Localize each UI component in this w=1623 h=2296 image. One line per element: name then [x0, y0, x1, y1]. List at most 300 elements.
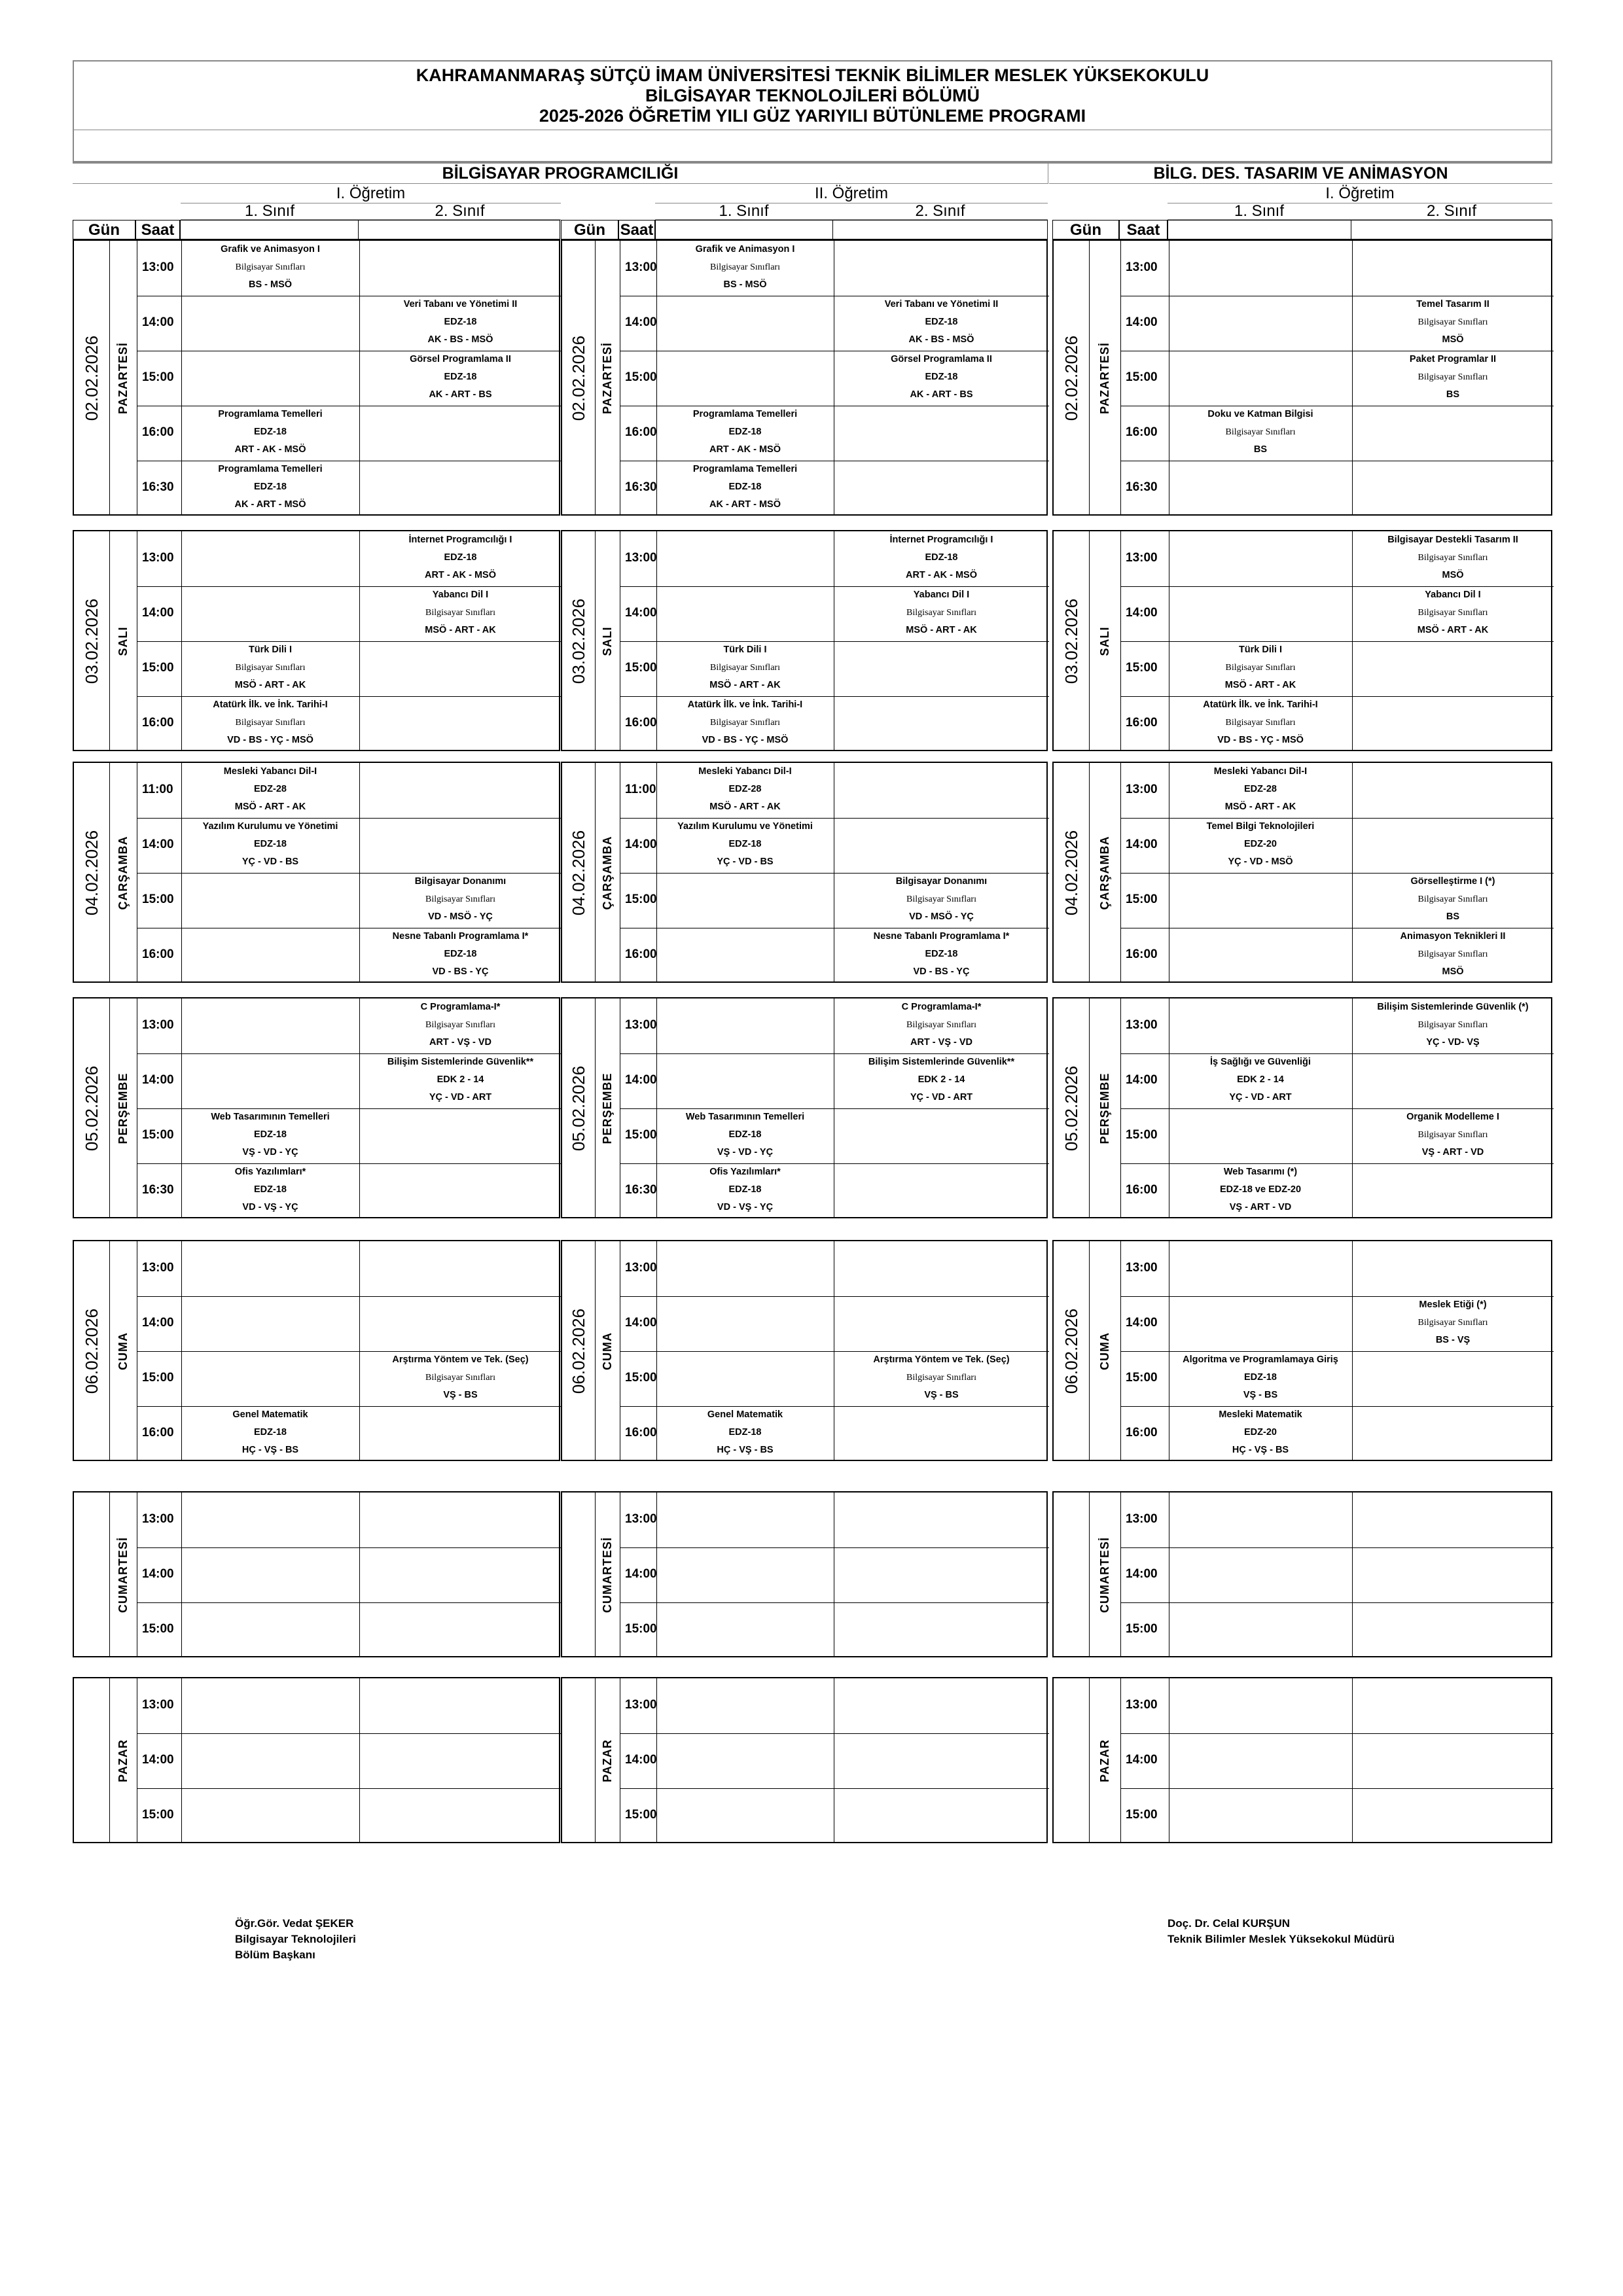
- course-cell: [1169, 1406, 1352, 1461]
- course-cell: [1352, 296, 1554, 351]
- course-name: Yabancı Dil I: [1425, 590, 1481, 600]
- time-slot: 16:00: [142, 1426, 174, 1439]
- column-divider: [109, 1492, 110, 1656]
- course-cell: [359, 928, 562, 983]
- course-cell: [834, 1053, 1049, 1108]
- course-room: Bilgisayar Sınıfları: [710, 718, 780, 728]
- course-cell: [656, 1406, 834, 1461]
- course-name: Yabancı Dil I: [432, 590, 489, 600]
- col-header-gun: Gün: [561, 220, 618, 239]
- signature-name: Öğr.Gör. Vedat ŞEKER: [235, 1917, 354, 1930]
- course-room: EDZ-18: [254, 1427, 287, 1438]
- time-slot: 13:00: [142, 1512, 174, 1526]
- column-divider: [1089, 1241, 1090, 1460]
- column-divider: [1120, 531, 1121, 750]
- course-staff: VŞ - BS: [924, 1390, 959, 1400]
- course-cell: [834, 586, 1049, 641]
- col-header-blank: [1168, 220, 1351, 239]
- time-slot: 15:00: [1126, 370, 1158, 384]
- column-divider: [1120, 241, 1121, 514]
- course-name: Meslek Etiği (*): [1419, 1299, 1487, 1310]
- course-name: Animasyon Teknikleri II: [1400, 931, 1506, 942]
- course-staff: MSÖ - ART - AK: [709, 802, 781, 812]
- course-room: EDK 2 - 14: [437, 1074, 484, 1085]
- time-slot: 13:00: [625, 1261, 657, 1275]
- course-cell: [834, 1351, 1049, 1406]
- time-slot: 16:00: [1126, 947, 1158, 961]
- column-divider: [181, 1678, 182, 1842]
- course-room: EDZ-28: [1244, 784, 1277, 794]
- signature-title: Teknik Bilimler Meslek Yüksekokul Müdürü: [1168, 1933, 1395, 1945]
- time-slot: 16:00: [142, 716, 174, 730]
- date-label: 04.02.2026: [82, 830, 101, 916]
- course-name: Bilişim Sistemlerinde Güvenlik (*): [1377, 1002, 1529, 1012]
- course-name: Nesne Tabanlı Programlama I*: [392, 931, 529, 942]
- course-cell: [1169, 818, 1352, 873]
- course-staff: ART - VŞ - VD: [429, 1037, 492, 1048]
- time-slot: 15:00: [142, 892, 174, 906]
- course-room: EDZ-18: [254, 482, 287, 492]
- course-staff: VŞ - BS: [443, 1390, 478, 1400]
- time-slot: 16:30: [625, 1183, 657, 1197]
- time-slot: 14:00: [1126, 838, 1158, 851]
- course-room: Bilgisayar Sınıfları: [1225, 427, 1296, 437]
- day-block: [1052, 530, 1552, 751]
- course-staff: MSÖ - ART - AK: [234, 802, 306, 812]
- course-staff: VŞ - BS: [1243, 1390, 1278, 1400]
- col-header-blank: [655, 220, 832, 239]
- day-label: PAZAR: [1098, 1739, 1111, 1782]
- course-cell: [1352, 1108, 1554, 1163]
- course-cell: [656, 1108, 834, 1163]
- day-label: PAZAR: [116, 1739, 130, 1782]
- time-slot: 13:00: [1126, 1018, 1158, 1032]
- course-cell: [834, 531, 1049, 586]
- course-staff: MSÖ: [1442, 966, 1464, 977]
- course-cell: [834, 928, 1049, 983]
- day-label: PAZAR: [601, 1739, 614, 1782]
- row-divider: [1120, 1602, 1554, 1603]
- column-divider: [595, 241, 596, 514]
- column-divider: [109, 241, 110, 514]
- time-slot: 16:00: [142, 425, 174, 439]
- date-label: 05.02.2026: [82, 1065, 101, 1152]
- day-label: SALI: [601, 626, 614, 656]
- day-label: PAZARTESİ: [601, 342, 614, 414]
- course-name: Bilişim Sistemlerinde Güvenlik**: [868, 1057, 1015, 1067]
- course-room: Bilgisayar Sınıfları: [1418, 608, 1488, 618]
- time-slot: 16:00: [625, 716, 657, 730]
- course-room: EDZ-20: [1244, 1427, 1277, 1438]
- time-slot: 15:00: [1126, 1808, 1158, 1822]
- course-name: Mesleki Matematik: [1219, 1409, 1302, 1420]
- course-room: Bilgisayar Sınıfları: [1418, 1318, 1488, 1328]
- day-label: CUMARTESİ: [1098, 1537, 1111, 1613]
- course-room: EDZ-18: [444, 372, 477, 382]
- course-cell: [181, 763, 359, 818]
- time-slot: 13:00: [625, 1018, 657, 1032]
- divider: [73, 130, 1552, 163]
- course-staff: AK - ART - MSÖ: [234, 499, 306, 510]
- day-label: SALI: [116, 626, 130, 656]
- course-staff: ART - AK - MSÖ: [709, 444, 781, 455]
- course-room: Bilgisayar Sınıfları: [906, 1020, 976, 1030]
- course-room: EDZ-18: [254, 839, 287, 849]
- course-cell: [359, 873, 562, 928]
- course-staff: VD - BS - YÇ - MSÖ: [702, 735, 789, 745]
- day-block: [73, 997, 560, 1218]
- course-staff: BS - MSÖ: [723, 279, 767, 290]
- course-name: İş Sağlığı ve Güvenliği: [1210, 1057, 1311, 1067]
- course-name: Atatürk İlk. ve İnk. Tarihi-I: [687, 699, 803, 710]
- course-name: Bilişim Sistemlerinde Güvenlik**: [387, 1057, 534, 1067]
- day-label: CUMA: [1098, 1332, 1111, 1370]
- course-name: Atatürk İlk. ve İnk. Tarihi-I: [213, 699, 328, 710]
- course-staff: ART - AK - MSÖ: [424, 570, 496, 580]
- class-2-label: 2. Sınıf: [359, 203, 561, 220]
- day-label: PERŞEMBE: [116, 1072, 130, 1144]
- course-cell: [1169, 641, 1352, 696]
- column-divider: [109, 763, 110, 981]
- column-divider: [109, 1241, 110, 1460]
- course-name: Görselleştirme I (*): [1410, 876, 1495, 887]
- day-block: [561, 530, 1048, 751]
- row-divider: [137, 1296, 562, 1297]
- course-staff: AK - BS - MSÖ: [908, 334, 974, 345]
- day-block: [1052, 997, 1552, 1218]
- col-header-gun: Gün: [73, 220, 135, 239]
- day-label: PERŞEMBE: [1098, 1072, 1111, 1144]
- class-1-label: 1. Sınıf: [1168, 203, 1351, 220]
- signature-right: [1168, 1916, 1395, 1947]
- ogretim-label-3: I. Öğretim: [1168, 185, 1552, 203]
- course-room: Bilgisayar Sınıfları: [1418, 949, 1488, 959]
- course-cell: [1352, 531, 1554, 586]
- time-slot: 16:00: [1126, 1183, 1158, 1197]
- time-slot: 16:30: [1126, 480, 1158, 494]
- course-cell: [656, 763, 834, 818]
- col-header-blank: [832, 220, 1048, 239]
- column-divider: [1089, 998, 1090, 1217]
- course-cell: [359, 531, 562, 586]
- signature-name: Doç. Dr. Celal KURŞUN: [1168, 1917, 1291, 1930]
- course-cell: [1169, 1351, 1352, 1406]
- course-name: Programlama Temelleri: [692, 464, 798, 474]
- course-cell: [834, 998, 1049, 1053]
- course-room: Bilgisayar Sınıfları: [235, 262, 306, 272]
- row-divider: [137, 1788, 562, 1789]
- course-room: Bilgisayar Sınıfları: [906, 608, 976, 618]
- class-2-label: 2. Sınıf: [832, 203, 1048, 220]
- day-label: PERŞEMBE: [601, 1072, 614, 1144]
- day-block: [73, 1677, 560, 1843]
- course-staff: VD - VŞ - YÇ: [717, 1202, 774, 1212]
- course-name: Türk Dili I: [1238, 645, 1283, 655]
- row-divider: [1120, 1733, 1554, 1734]
- day-block: [561, 1240, 1048, 1461]
- time-slot: 14:00: [1126, 1753, 1158, 1767]
- day-label: CUMA: [116, 1332, 130, 1370]
- course-staff: YÇ - VD - ART: [429, 1092, 492, 1103]
- date-label: 06.02.2026: [1061, 1308, 1081, 1394]
- course-name: Bilgisayar Donanımı: [414, 876, 507, 887]
- course-name: Temel Tasarım II: [1416, 299, 1489, 309]
- course-name: C Programlama-I*: [901, 1002, 982, 1012]
- course-room: EDZ-18: [925, 949, 958, 959]
- course-cell: [1169, 696, 1352, 751]
- course-cell: [359, 586, 562, 641]
- course-staff: AK - BS - MSÖ: [427, 334, 493, 345]
- course-room: EDZ-18: [1244, 1372, 1277, 1383]
- date-label: [1061, 1510, 1081, 1640]
- date-label: [1061, 1695, 1081, 1826]
- time-slot: 15:00: [1126, 1622, 1158, 1636]
- day-block: [73, 762, 560, 983]
- course-name: Ofis Yazılımları*: [709, 1167, 781, 1177]
- course-staff: VŞ - ART - VD: [1421, 1147, 1484, 1157]
- column-divider: [1089, 241, 1090, 514]
- column-divider: [595, 531, 596, 750]
- course-staff: VD - MSÖ - YÇ: [909, 911, 974, 922]
- class-1-label: 1. Sınıf: [655, 203, 832, 220]
- time-slot: 13:00: [1126, 1698, 1158, 1712]
- course-cell: [181, 1406, 359, 1461]
- course-staff: YÇ - VD- VŞ: [1426, 1037, 1480, 1048]
- column-divider: [359, 1678, 360, 1842]
- time-slot: 13:00: [625, 1512, 657, 1526]
- course-cell: [181, 818, 359, 873]
- day-block: [1052, 762, 1552, 983]
- course-room: EDZ-18: [254, 427, 287, 437]
- course-room: EDZ-28: [254, 784, 287, 794]
- date-label: 03.02.2026: [1061, 598, 1081, 684]
- date-label: [82, 1510, 101, 1640]
- time-slot: 13:00: [142, 1018, 174, 1032]
- course-name: Arştırma Yöntem ve Tek. (Seç): [873, 1354, 1010, 1365]
- course-staff: VD - BS - YÇ - MSÖ: [1217, 735, 1304, 745]
- time-slot: 13:00: [142, 1261, 174, 1275]
- row-divider: [137, 1602, 562, 1603]
- row-divider: [620, 1602, 1049, 1603]
- row-divider: [137, 1733, 562, 1734]
- date-label: [569, 1695, 588, 1826]
- time-slot: 14:00: [1126, 1073, 1158, 1087]
- date-label: 03.02.2026: [569, 598, 588, 684]
- day-block: [73, 1240, 560, 1461]
- course-room: EDZ-18: [728, 482, 762, 492]
- course-staff: MSÖ - ART - AK: [234, 680, 306, 690]
- day-block: [1052, 239, 1552, 516]
- day-block: [73, 530, 560, 751]
- day-label: ÇARŞAMBA: [1098, 836, 1111, 910]
- course-cell: [1352, 873, 1554, 928]
- signature-dept: Bilgisayar Teknolojileri: [235, 1933, 356, 1945]
- course-staff: BS - MSÖ: [248, 279, 293, 290]
- time-slot: 15:00: [1126, 661, 1158, 675]
- course-room: EDZ-18 ve EDZ-20: [1219, 1184, 1302, 1195]
- course-staff: VŞ - VD - YÇ: [717, 1147, 774, 1157]
- day-block: [73, 1491, 560, 1657]
- course-staff: BS - VŞ: [1435, 1335, 1471, 1345]
- course-staff: HÇ - VŞ - BS: [241, 1445, 299, 1455]
- course-cell: [656, 1163, 834, 1218]
- date-label: 04.02.2026: [569, 830, 588, 916]
- day-label: ÇARŞAMBA: [116, 836, 130, 910]
- day-block: [561, 997, 1048, 1218]
- column-divider: [1120, 763, 1121, 981]
- course-staff: BS: [1446, 911, 1460, 922]
- time-slot: 16:00: [625, 425, 657, 439]
- course-room: Bilgisayar Sınıfları: [710, 663, 780, 673]
- course-staff: HÇ - VŞ - BS: [717, 1445, 774, 1455]
- course-staff: AK - ART - BS: [910, 389, 973, 400]
- column-divider: [1352, 1492, 1353, 1656]
- time-slot: 15:00: [1126, 892, 1158, 906]
- course-name: Genel Matematik: [707, 1409, 783, 1420]
- time-slot: 14:00: [625, 315, 657, 329]
- column-divider: [359, 1492, 360, 1656]
- column-divider: [1352, 1678, 1353, 1842]
- course-staff: VD - BS - YÇ: [432, 966, 489, 977]
- column-divider: [1120, 1492, 1121, 1656]
- course-cell: [1352, 998, 1554, 1053]
- time-slot: 15:00: [625, 1808, 657, 1822]
- course-room: EDZ-18: [728, 1184, 762, 1195]
- course-name: Görsel Programlama II: [410, 354, 511, 364]
- time-slot: 14:00: [142, 606, 174, 620]
- course-room: Bilgisayar Sınıfları: [1418, 372, 1488, 382]
- column-divider: [181, 1492, 182, 1656]
- course-staff: MSÖ: [1442, 334, 1464, 345]
- course-room: EDZ-18: [925, 552, 958, 563]
- course-cell: [181, 1163, 359, 1218]
- course-name: Algoritma ve Programlamaya Giriş: [1183, 1354, 1338, 1365]
- course-room: Bilgisayar Sınıfları: [906, 1373, 976, 1383]
- course-name: Paket Programlar II: [1409, 354, 1497, 364]
- day-block: [561, 762, 1048, 983]
- course-name: İnternet Programcılığı I: [408, 535, 512, 545]
- course-name: Bilgisayar Destekli Tasarım II: [1387, 535, 1518, 545]
- course-cell: [656, 641, 834, 696]
- date-label: 02.02.2026: [1061, 335, 1081, 421]
- course-room: EDZ-18: [254, 1129, 287, 1140]
- column-divider: [359, 1241, 360, 1460]
- time-slot: 16:00: [142, 947, 174, 961]
- course-cell: [834, 873, 1049, 928]
- course-room: EDZ-18: [444, 949, 477, 959]
- course-name: Programlama Temelleri: [218, 409, 323, 419]
- course-name: Görsel Programlama II: [891, 354, 992, 364]
- course-name: Türk Dili I: [248, 645, 293, 655]
- course-staff: VD - VŞ - YÇ: [242, 1202, 298, 1212]
- ogretim-label-1: I. Öğretim: [181, 185, 561, 203]
- course-name: Temel Bilgi Teknolojileri: [1206, 821, 1315, 832]
- course-cell: [1169, 1053, 1352, 1108]
- row-divider: [620, 1788, 1049, 1789]
- course-room: EDZ-18: [444, 552, 477, 563]
- time-slot: 15:00: [625, 892, 657, 906]
- time-slot: 14:00: [1126, 1567, 1158, 1581]
- course-name: Grafik ve Animasyon I: [695, 244, 795, 255]
- time-slot: 14:00: [142, 838, 174, 851]
- course-name: Veri Tabanı ve Yönetimi II: [403, 299, 518, 309]
- course-name: Mesleki Yabancı Dil-I: [223, 766, 317, 777]
- time-slot: 11:00: [142, 783, 173, 796]
- time-slot: 15:00: [142, 1371, 174, 1385]
- course-room: EDZ-18: [925, 372, 958, 382]
- date-label: [82, 1695, 101, 1826]
- course-staff: BS: [1253, 444, 1268, 455]
- course-staff: HÇ - VŞ - BS: [1232, 1445, 1289, 1455]
- date-label: 05.02.2026: [569, 1065, 588, 1152]
- course-room: Bilgisayar Sınıfları: [1225, 663, 1296, 673]
- time-slot: 14:00: [625, 606, 657, 620]
- date-label: [569, 1510, 588, 1640]
- day-label: CUMA: [601, 1332, 614, 1370]
- course-staff: MSÖ - ART - AK: [425, 625, 496, 635]
- course-room: Bilgisayar Sınıfları: [425, 1020, 495, 1030]
- course-staff: ART - VŞ - VD: [910, 1037, 973, 1048]
- course-room: EDZ-18: [728, 427, 762, 437]
- course-staff: YÇ - VD - ART: [910, 1092, 973, 1103]
- date-label: 04.02.2026: [1061, 830, 1081, 916]
- course-staff: ART - AK - MSÖ: [905, 570, 977, 580]
- course-room: Bilgisayar Sınıfları: [425, 608, 495, 618]
- time-slot: 16:00: [1126, 1426, 1158, 1439]
- time-slot: 14:00: [142, 315, 174, 329]
- day-block: [561, 1491, 1048, 1657]
- course-cell: [1352, 351, 1554, 406]
- time-slot: 16:00: [625, 1426, 657, 1439]
- day-block: [561, 239, 1048, 516]
- time-slot: 13:00: [1126, 783, 1158, 796]
- course-room: Bilgisayar Sınıfları: [1418, 317, 1488, 327]
- signature-title: Bölüm Başkanı: [235, 1949, 315, 1961]
- course-cell: [359, 1351, 562, 1406]
- column-divider: [109, 531, 110, 750]
- course-cell: [1352, 928, 1554, 983]
- time-slot: 15:00: [1126, 1371, 1158, 1385]
- time-slot: 14:00: [1126, 315, 1158, 329]
- course-staff: BS: [1446, 389, 1460, 400]
- column-divider: [595, 763, 596, 981]
- course-name: Programlama Temelleri: [692, 409, 798, 419]
- time-slot: 14:00: [625, 1567, 657, 1581]
- date-label: 06.02.2026: [82, 1308, 101, 1394]
- column-divider: [595, 1241, 596, 1460]
- course-room: Bilgisayar Sınıfları: [1418, 553, 1488, 563]
- course-staff: VD - MSÖ - YÇ: [428, 911, 493, 922]
- course-cell: [834, 296, 1049, 351]
- day-block: [1052, 1240, 1552, 1461]
- col-header-blank: [358, 220, 560, 239]
- course-name: Yabancı Dil I: [913, 590, 970, 600]
- course-cell: [359, 296, 562, 351]
- time-slot: 16:00: [1126, 716, 1158, 730]
- time-slot: 15:00: [142, 661, 174, 675]
- column-divider: [595, 1492, 596, 1656]
- day-label: CUMARTESİ: [116, 1537, 130, 1613]
- course-room: Bilgisayar Sınıfları: [1418, 1130, 1488, 1140]
- course-name: Atatürk İlk. ve İnk. Tarihi-I: [1203, 699, 1318, 710]
- course-name: Grafik ve Animasyon I: [221, 244, 320, 255]
- course-name: Veri Tabanı ve Yönetimi II: [884, 299, 999, 309]
- time-slot: 15:00: [625, 661, 657, 675]
- course-name: Arştırma Yöntem ve Tek. (Seç): [392, 1354, 529, 1365]
- course-name: Programlama Temelleri: [218, 464, 323, 474]
- time-slot: 13:00: [625, 551, 657, 565]
- course-staff: VŞ - VD - YÇ: [242, 1147, 298, 1157]
